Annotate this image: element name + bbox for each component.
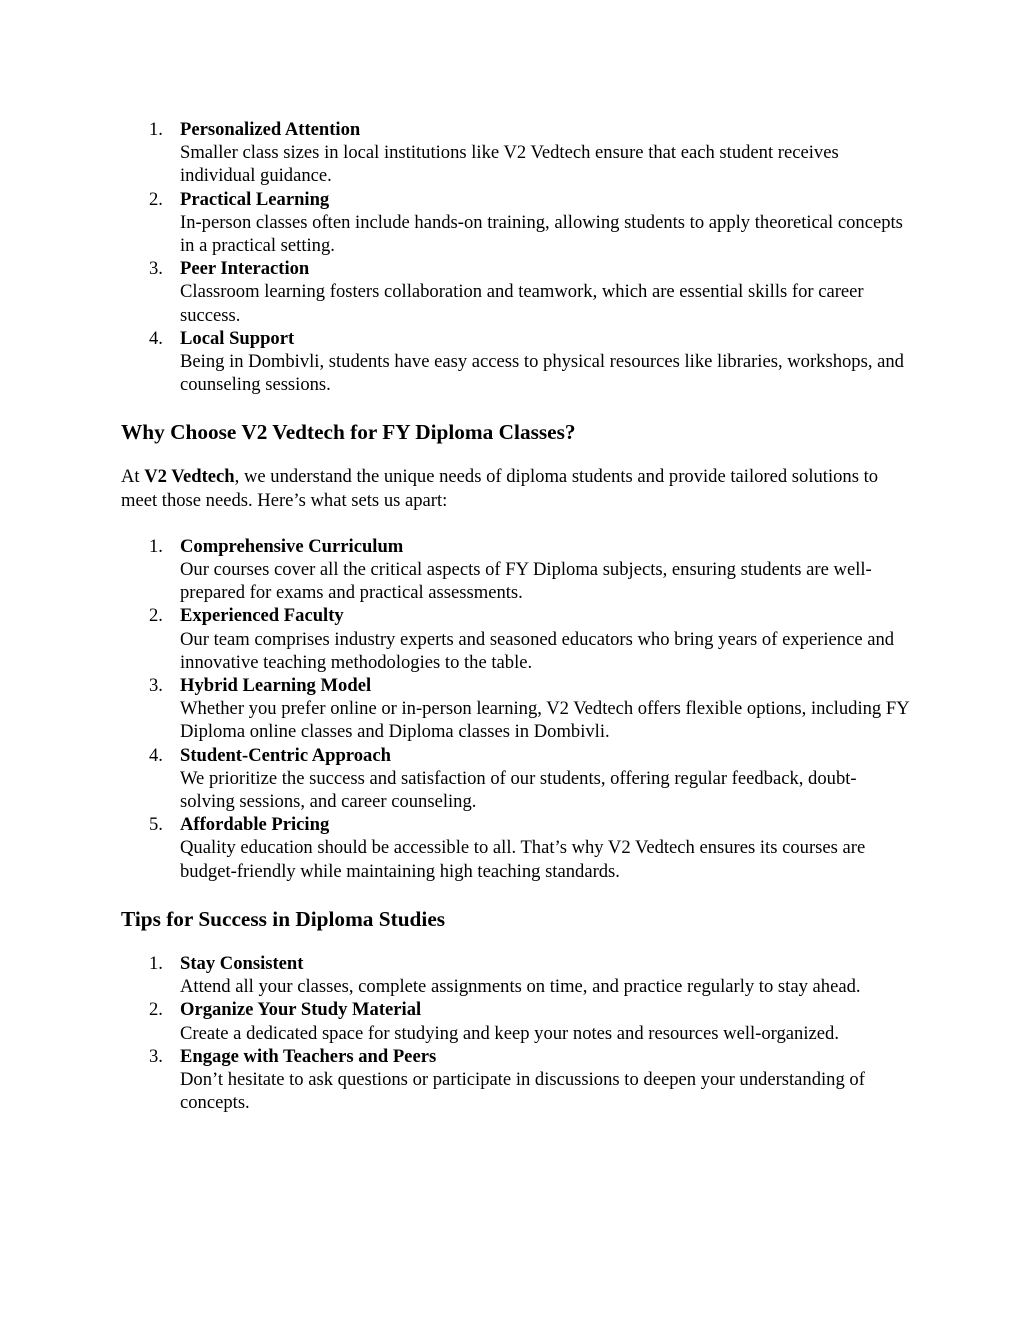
- list-item: [121, 535, 911, 605]
- item-title: Comprehensive Curriculum: [180, 535, 404, 557]
- item-title: Local Support: [180, 327, 295, 349]
- item-title: Organize Your Study Material: [180, 999, 422, 1021]
- list-number: 1.: [149, 535, 163, 557]
- section-heading-tips: Tips for Success in Diploma Studies: [121, 906, 446, 931]
- item-title: Hybrid Learning Model: [180, 675, 372, 697]
- item-title: Personalized Attention: [180, 119, 361, 140]
- list-item: [121, 744, 911, 814]
- item-description: Create a dedicated space for studying and keep your notes and resources well-organized.: [180, 1022, 839, 1044]
- item-description: Being in Dombivli, students have easy access to physical resources like libraries, workshops, and counseling sessions.: [180, 351, 904, 396]
- item-title: Engage with Teachers and Peers: [180, 1045, 437, 1067]
- list-number: 3.: [149, 1045, 163, 1067]
- list-item: [121, 998, 911, 1044]
- item-description: Quality education should be accessible to all. That’s why V2 Vedtech ensures its courses are budget-friendly while maintaining high teaching standards.: [180, 837, 866, 882]
- item-title: Peer Interaction: [180, 258, 310, 280]
- item-title: Stay Consistent: [180, 952, 304, 974]
- list-item: [121, 327, 911, 397]
- intro-prefix: At: [121, 466, 145, 488]
- list-item: [121, 1045, 911, 1115]
- list-number: 3.: [149, 675, 163, 697]
- item-description: Attend all your classes, complete assignments on time, and practice regularly to stay ahead.: [180, 976, 861, 998]
- list-item: [121, 952, 911, 998]
- list-number: 2.: [149, 188, 163, 210]
- section-heading-why-choose: Why Choose V2 Vedtech for FY Diploma Classes?: [121, 420, 576, 445]
- item-title: Experienced Faculty: [180, 605, 344, 627]
- list-item: [121, 118, 911, 188]
- item-description: In-person classes often include hands-on training, allowing students to apply theoretical concepts in a practical setting.: [180, 211, 903, 257]
- item-description: Don’t hesitate to ask questions or participate in discussions to deepen your understanding of concepts.: [180, 1068, 865, 1114]
- list-number: 4.: [149, 327, 163, 349]
- item-description: Our courses cover all the critical aspects of FY Diploma subjects, ensuring students are well-prepared for exams and practical assessments.: [180, 559, 872, 604]
- list-item: [121, 257, 911, 327]
- item-title: Practical Learning: [180, 188, 330, 210]
- list-number: 2.: [149, 999, 163, 1021]
- list-item: [121, 188, 911, 258]
- intro-brand: V2 Vedtech: [144, 466, 235, 488]
- list-number: 3.: [149, 258, 163, 280]
- item-description: Smaller class sizes in local institutions like V2 Vedtech ensure that each student receives individual guidance.: [180, 142, 839, 187]
- list-item: [121, 604, 911, 674]
- intro-suffix: , we understand the unique needs of diploma students and provide tailored solutions to meet those needs. Here’s what sets us apart:: [121, 466, 879, 511]
- list-number: 4.: [149, 744, 163, 766]
- tips-list: [121, 952, 911, 1114]
- intro-paragraph: [121, 465, 911, 511]
- item-title: Student-Centric Approach: [180, 744, 391, 766]
- item-description: Our team comprises industry experts and seasoned educators who bring years of experience and innovative teaching methodologies to the table.: [180, 628, 895, 673]
- list-item: [121, 674, 911, 744]
- list-number: 1.: [149, 119, 163, 140]
- list-item: [121, 813, 911, 883]
- item-description: We prioritize the success and satisfaction of our students, offering regular feedback, doubt-solving sessions, and career counseling.: [180, 767, 857, 813]
- benefits-list: [121, 118, 911, 396]
- reasons-list: [121, 535, 911, 883]
- list-number: 1.: [149, 952, 163, 974]
- item-description: Whether you prefer online or in-person learning, V2 Vedtech offers flexible options, including FY Diploma online classes and Diploma classes in Dombivli.: [180, 698, 909, 743]
- list-number: 2.: [149, 605, 163, 627]
- document-page: [121, 118, 911, 1114]
- list-number: 5.: [149, 814, 163, 836]
- item-title: Affordable Pricing: [180, 814, 330, 836]
- item-description: Classroom learning fosters collaboration and teamwork, which are essential skills for career success.: [180, 281, 864, 326]
